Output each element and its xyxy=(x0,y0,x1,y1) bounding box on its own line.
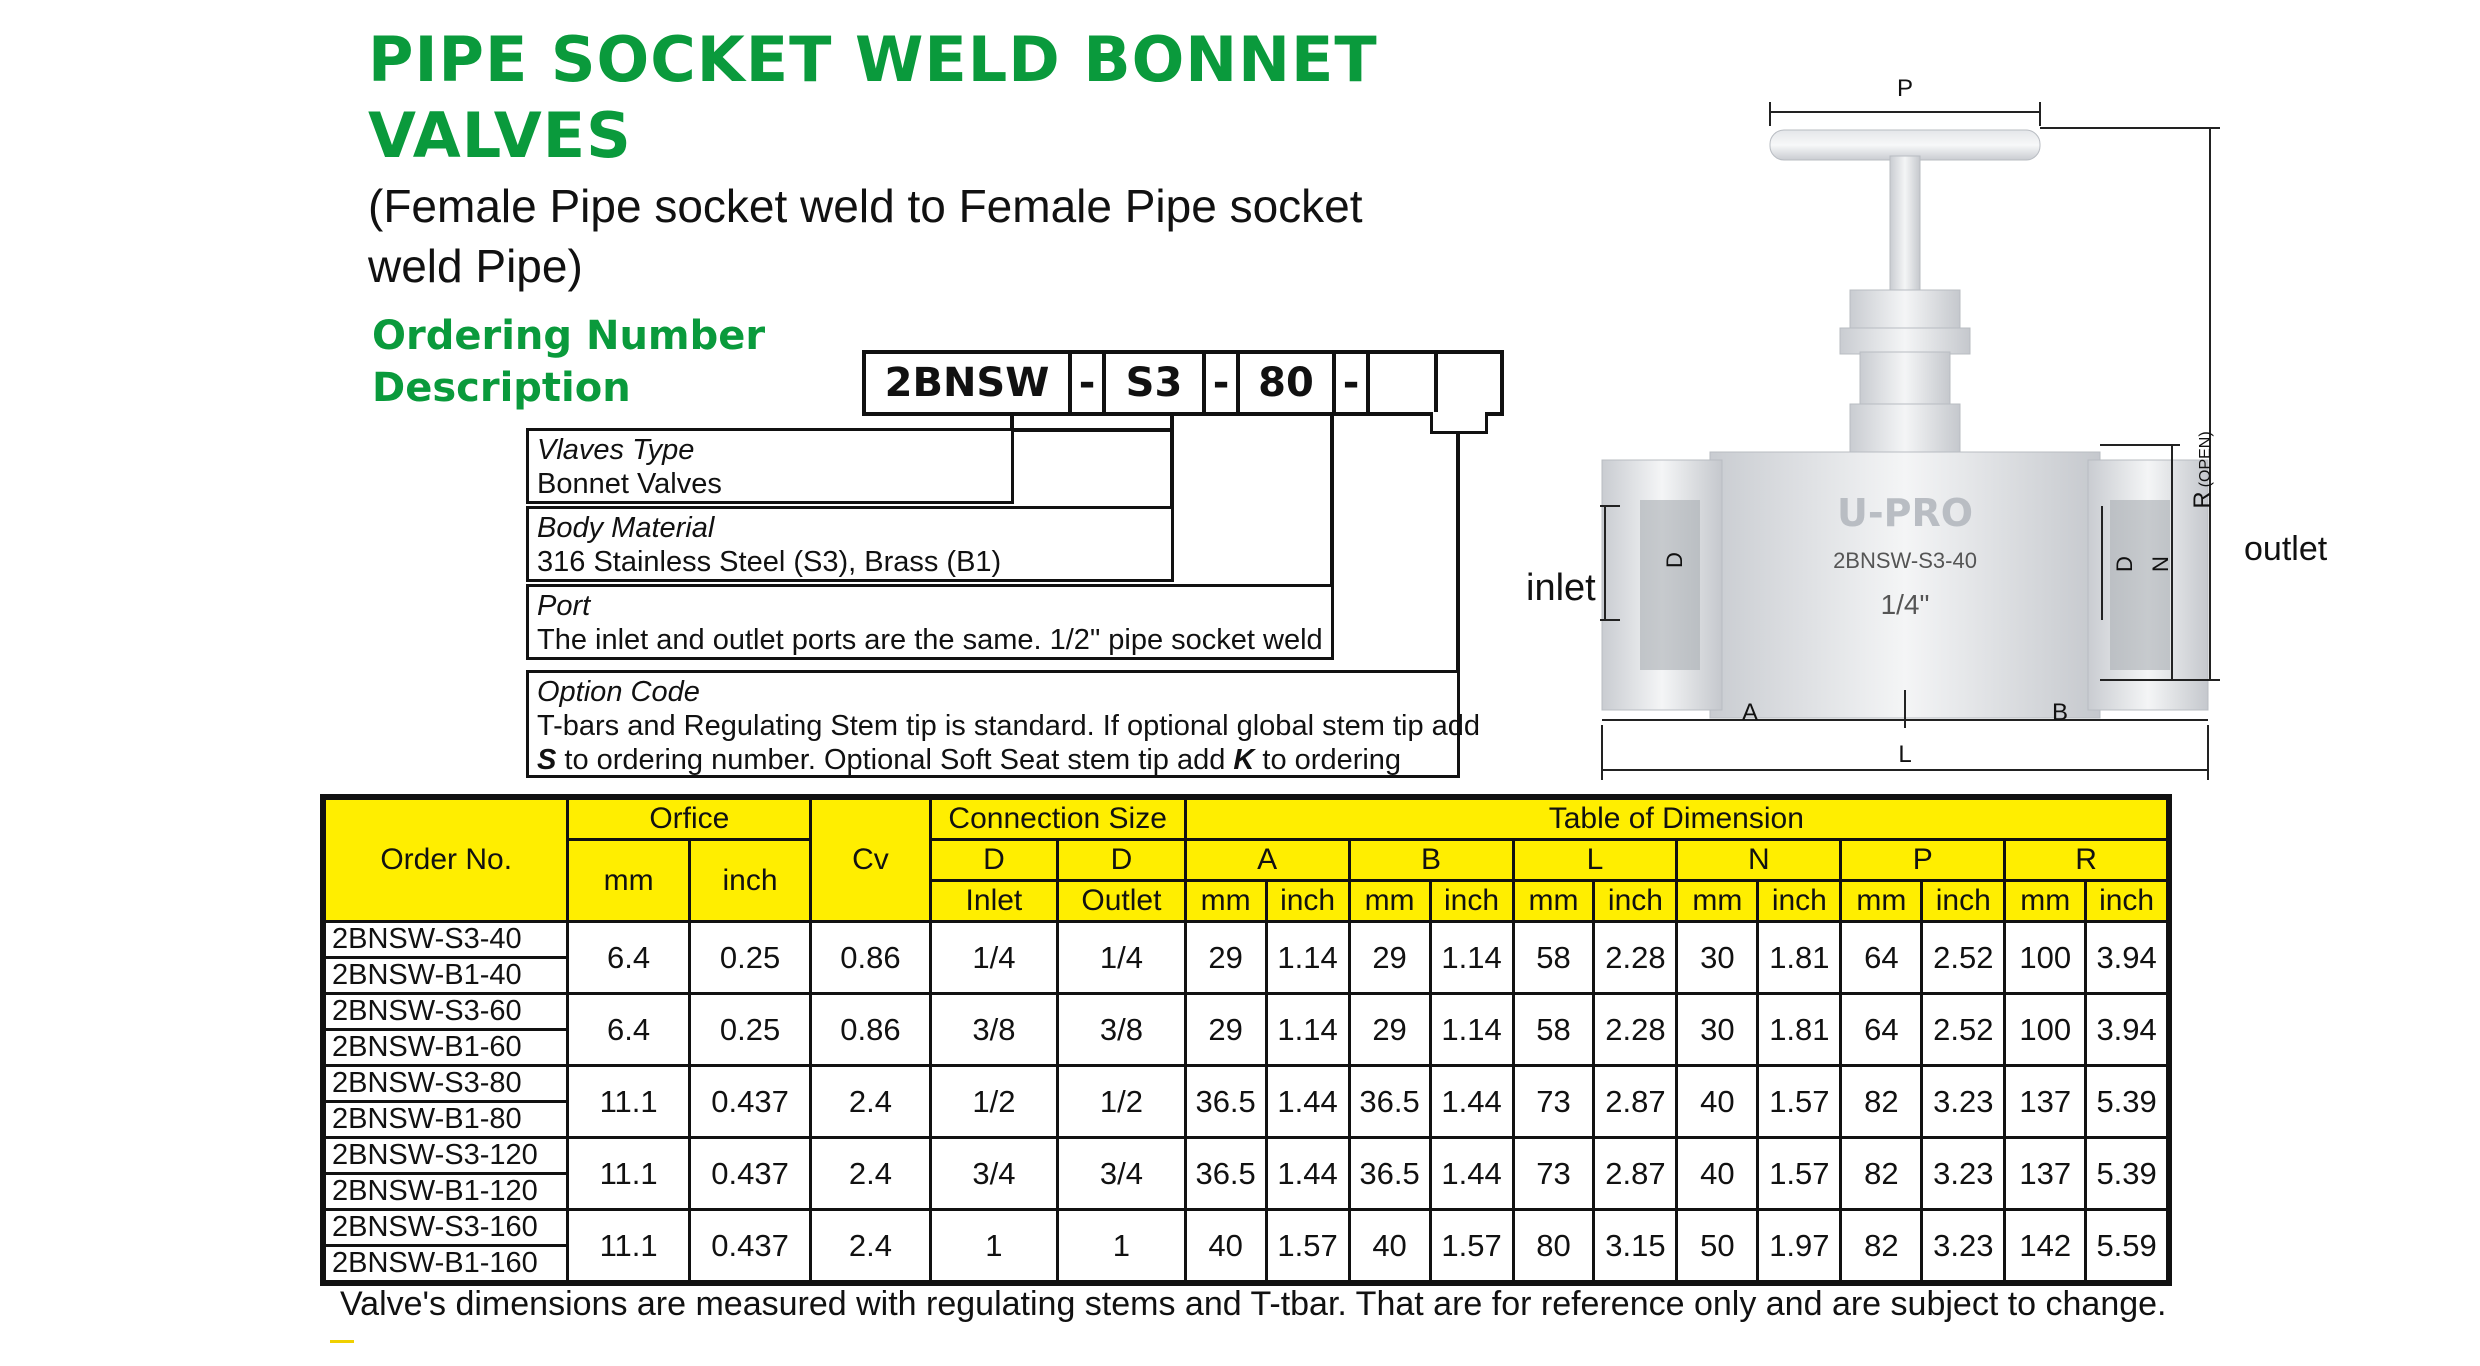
order-number-cell: 2BNSW-S3-40 xyxy=(323,922,568,958)
connector-line xyxy=(1456,434,1460,674)
value-cell: 3.15 xyxy=(1594,1210,1677,1284)
subtitle-line-2: weld Pipe) xyxy=(368,240,583,292)
value-cell: 3/4 xyxy=(1058,1138,1186,1210)
desc-title: Body Material xyxy=(537,512,715,544)
header-unit-mm: mm xyxy=(1677,881,1758,922)
value-cell: 64 xyxy=(1841,994,1922,1066)
header-unit-mm: mm xyxy=(1841,881,1922,922)
value-cell: 1.57 xyxy=(1430,1210,1513,1284)
header-connection-size: Connection Size xyxy=(930,797,1185,840)
header-table-of-dimension: Table of Dimension xyxy=(1185,797,2169,840)
value-cell: 1.57 xyxy=(1758,1138,1841,1210)
header-order-no: Order No. xyxy=(323,797,568,922)
order-number-cell: 2BNSW-B1-80 xyxy=(323,1102,568,1138)
subtitle-line-1: (Female Pipe socket weld to Female Pipe socket xyxy=(368,180,1363,232)
value-cell: 0.25 xyxy=(689,922,810,994)
value-cell: 82 xyxy=(1841,1210,1922,1284)
value-cell: 0.25 xyxy=(689,994,810,1066)
value-cell: 5.59 xyxy=(2086,1210,2169,1284)
valve-size: 1/4" xyxy=(1880,589,1930,620)
order-number-cell: 2BNSW-S3-60 xyxy=(323,994,568,1030)
nut-collar xyxy=(1840,328,1970,354)
code-dash: - xyxy=(1072,354,1106,412)
code-option-2 xyxy=(1438,354,1500,412)
value-cell: 2.28 xyxy=(1594,994,1677,1066)
page-subtitle xyxy=(368,176,1568,296)
value-cell: 73 xyxy=(1513,1066,1594,1138)
value-cell: 1.57 xyxy=(1266,1210,1349,1284)
header-dim-a: A xyxy=(1185,840,1349,881)
value-cell: 1.81 xyxy=(1758,922,1841,994)
option-text: to ordering number. Optional Soft Seat stem tip add xyxy=(556,744,1234,776)
header-orfice-inch: inch xyxy=(689,840,810,922)
value-cell: 3.94 xyxy=(2086,922,2169,994)
inlet-bore xyxy=(1640,500,1700,670)
dimension-table xyxy=(320,794,2172,1286)
value-cell: 0.437 xyxy=(689,1066,810,1138)
value-cell: 1.44 xyxy=(1266,1066,1349,1138)
value-cell: 2.4 xyxy=(811,1066,930,1138)
dim-label-n: N xyxy=(2148,556,2173,572)
header-outlet: Outlet xyxy=(1058,881,1186,922)
value-cell: 1/4 xyxy=(1058,922,1186,994)
value-cell: 29 xyxy=(1349,994,1430,1066)
value-cell: 1 xyxy=(1058,1210,1186,1284)
value-cell: 1.14 xyxy=(1430,922,1513,994)
value-cell: 29 xyxy=(1185,994,1266,1066)
table-row xyxy=(323,1138,2169,1174)
desc-text xyxy=(537,743,1449,777)
value-cell: 2.52 xyxy=(1922,922,2005,994)
value-cell: 29 xyxy=(1185,922,1266,994)
dim-label-b: B xyxy=(2051,699,2069,726)
value-cell: 1.44 xyxy=(1266,1138,1349,1210)
value-cell: 0.437 xyxy=(689,1210,810,1284)
value-cell: 11.1 xyxy=(568,1138,689,1210)
header-unit-inch: inch xyxy=(1758,881,1841,922)
value-cell: 2.87 xyxy=(1594,1138,1677,1210)
value-cell: 1 xyxy=(930,1210,1058,1284)
value-cell: 2.52 xyxy=(1922,994,2005,1066)
table-row xyxy=(323,1210,2169,1246)
dim-label-l: L xyxy=(1898,741,1912,768)
value-cell: 100 xyxy=(2005,922,2086,994)
value-cell: 142 xyxy=(2005,1210,2086,1284)
value-cell: 3/8 xyxy=(1058,994,1186,1066)
dim-label-p: P xyxy=(1896,75,1914,102)
value-cell: 36.5 xyxy=(1185,1066,1266,1138)
value-cell: 82 xyxy=(1841,1066,1922,1138)
desc-text: Bonnet Valves xyxy=(537,468,722,500)
value-cell: 3.23 xyxy=(1922,1210,2005,1284)
value-cell: 30 xyxy=(1677,922,1758,994)
value-cell: 6.4 xyxy=(568,994,689,1066)
value-cell: 0.86 xyxy=(811,994,930,1066)
value-cell: 29 xyxy=(1349,922,1430,994)
value-cell: 40 xyxy=(1349,1210,1430,1284)
value-cell: 73 xyxy=(1513,1138,1594,1210)
value-cell: 11.1 xyxy=(568,1066,689,1138)
dim-label-r-note: (OPEN) xyxy=(2197,431,2214,488)
value-cell: 1.97 xyxy=(1758,1210,1841,1284)
order-number-cell: 2BNSW-B1-160 xyxy=(323,1246,568,1284)
order-number-cell: 2BNSW-B1-40 xyxy=(323,958,568,994)
desc-title: Vlaves Type xyxy=(537,434,695,466)
header-d-inlet: D xyxy=(930,840,1058,881)
value-cell: 2.4 xyxy=(811,1138,930,1210)
value-cell: 2.87 xyxy=(1594,1066,1677,1138)
header-dim-n: N xyxy=(1677,840,1841,881)
value-cell: 0.437 xyxy=(689,1138,810,1210)
order-number-cell: 2BNSW-S3-160 xyxy=(323,1210,568,1246)
dim-label-r-letter: R xyxy=(2189,491,2216,509)
value-cell: 1.44 xyxy=(1430,1066,1513,1138)
bonnet-thread xyxy=(1860,352,1950,408)
value-cell: 1.81 xyxy=(1758,994,1841,1066)
ordering-code xyxy=(862,350,1504,416)
header-unit-inch: inch xyxy=(1266,881,1349,922)
option-code-tab xyxy=(1430,412,1488,434)
ordering-heading-line-1: Ordering Number xyxy=(372,313,766,359)
order-number-cell: 2BNSW-B1-60 xyxy=(323,1030,568,1066)
header-unit-mm: mm xyxy=(1349,881,1430,922)
outlet-bore xyxy=(2110,500,2170,670)
code-dash: - xyxy=(1206,354,1240,412)
option-text: to ordering xyxy=(1254,744,1402,776)
value-cell: 36.5 xyxy=(1349,1066,1430,1138)
value-cell: 3/8 xyxy=(930,994,1058,1066)
page-title xyxy=(368,22,1568,174)
value-cell: 1.57 xyxy=(1758,1066,1841,1138)
table-row xyxy=(323,1066,2169,1102)
header-unit-inch: inch xyxy=(2086,881,2169,922)
table-row xyxy=(323,994,2169,1030)
value-cell: 5.39 xyxy=(2086,1066,2169,1138)
order-number-cell: 2BNSW-B1-120 xyxy=(323,1174,568,1210)
option-k: K xyxy=(1233,744,1255,776)
value-cell: 2.28 xyxy=(1594,922,1677,994)
desc-body-material xyxy=(526,506,1174,582)
desc-option-code xyxy=(526,670,1481,778)
value-cell: 80 xyxy=(1513,1210,1594,1284)
value-cell: 0.86 xyxy=(811,922,930,994)
value-cell: 137 xyxy=(2005,1066,2086,1138)
table-body xyxy=(323,922,2169,1284)
code-port: 80 xyxy=(1240,354,1336,412)
value-cell: 100 xyxy=(2005,994,2086,1066)
value-cell: 40 xyxy=(1185,1210,1266,1284)
value-cell: 3.23 xyxy=(1922,1138,2005,1210)
order-number-cell: 2BNSW-S3-120 xyxy=(323,1138,568,1174)
header-cv: Cv xyxy=(811,797,930,922)
value-cell: 1/4 xyxy=(930,922,1058,994)
title-line-2: VALVES xyxy=(368,99,632,172)
bonnet xyxy=(1850,404,1960,456)
dim-label-d-outlet: D xyxy=(2112,556,2137,572)
header-orfice-mm: mm xyxy=(568,840,689,922)
footnote: Valve's dimensions are measured with regulating stems and T-tbar. That are for reference only and are subject to change. xyxy=(340,1285,2167,1323)
desc-port xyxy=(526,584,1334,660)
value-cell: 50 xyxy=(1677,1210,1758,1284)
value-cell: 64 xyxy=(1841,922,1922,994)
value-cell: 1.14 xyxy=(1266,994,1349,1066)
header-dim-r: R xyxy=(2005,840,2169,881)
value-cell: 1/2 xyxy=(1058,1066,1186,1138)
value-cell: 36.5 xyxy=(1185,1138,1266,1210)
ordering-heading-line-2: Description xyxy=(372,365,631,411)
desc-text: T-bars and Regulating Stem tip is standard. If optional global stem tip add xyxy=(537,710,1481,742)
header-unit-mm: mm xyxy=(2005,881,2086,922)
dim-label-a: A xyxy=(1741,699,1759,726)
value-cell: 82 xyxy=(1841,1138,1922,1210)
packing-nut xyxy=(1850,290,1960,330)
code-dash: - xyxy=(1336,354,1370,412)
header-dim-b: B xyxy=(1349,840,1513,881)
desc-text: 316 Stainless Steel (S3), Brass (B1) xyxy=(537,546,1002,578)
connector-line xyxy=(1010,428,1174,432)
dim-label-d-inlet: D xyxy=(1662,552,1687,568)
title-line-1: PIPE SOCKET WELD BONNET xyxy=(368,23,1378,96)
header-d-outlet: D xyxy=(1058,840,1186,881)
desc-title: Port xyxy=(537,590,591,622)
header-unit-inch: inch xyxy=(1922,881,2005,922)
order-number-cell: 2BNSW-S3-80 xyxy=(323,1066,568,1102)
code-material: S3 xyxy=(1106,354,1206,412)
value-cell: 36.5 xyxy=(1349,1138,1430,1210)
value-cell: 137 xyxy=(2005,1138,2086,1210)
header-orfice: Orfice xyxy=(568,797,811,840)
code-option xyxy=(1370,354,1438,412)
desc-title: Option Code xyxy=(537,676,700,708)
valve-model: 2BNSW-S3-40 xyxy=(1833,548,1977,573)
header-unit-inch: inch xyxy=(1430,881,1513,922)
value-cell: 40 xyxy=(1677,1138,1758,1210)
value-cell: 1.14 xyxy=(1430,994,1513,1066)
header-unit-inch: inch xyxy=(1594,881,1677,922)
outlet-label: outlet xyxy=(2244,530,2328,568)
value-cell: 2.4 xyxy=(811,1210,930,1284)
desc-text: The inlet and outlet ports are the same. 1/2" pipe socket weld xyxy=(537,624,1323,656)
value-cell: 5.39 xyxy=(2086,1138,2169,1210)
value-cell: 3.94 xyxy=(2086,994,2169,1066)
header-unit-mm: mm xyxy=(1513,881,1594,922)
value-cell: 40 xyxy=(1677,1066,1758,1138)
value-cell: 11.1 xyxy=(568,1210,689,1284)
value-cell: 3/4 xyxy=(930,1138,1058,1210)
value-cell: 58 xyxy=(1513,922,1594,994)
option-s: S xyxy=(537,744,557,776)
valve-brand: U-PRO xyxy=(1836,491,1974,535)
value-cell: 6.4 xyxy=(568,922,689,994)
value-cell: 3.23 xyxy=(1922,1066,2005,1138)
valve-drawing xyxy=(1520,60,2380,800)
desc-valve-type xyxy=(526,428,1014,504)
value-cell: 30 xyxy=(1677,994,1758,1066)
connector-line xyxy=(1010,416,1014,428)
footnote-mark xyxy=(330,1340,354,1343)
value-cell: 1/2 xyxy=(930,1066,1058,1138)
header-dim-p: P xyxy=(1841,840,2005,881)
ordering-heading xyxy=(372,310,892,414)
value-cell: 1.44 xyxy=(1430,1138,1513,1210)
inlet-label: inlet xyxy=(1526,567,1596,609)
code-series: 2BNSW xyxy=(866,354,1072,412)
value-cell: 1.14 xyxy=(1266,922,1349,994)
header-inlet: Inlet xyxy=(930,881,1058,922)
table-row xyxy=(323,922,2169,958)
header-unit-mm: mm xyxy=(1185,881,1266,922)
header-dim-l: L xyxy=(1513,840,1677,881)
value-cell: 58 xyxy=(1513,994,1594,1066)
